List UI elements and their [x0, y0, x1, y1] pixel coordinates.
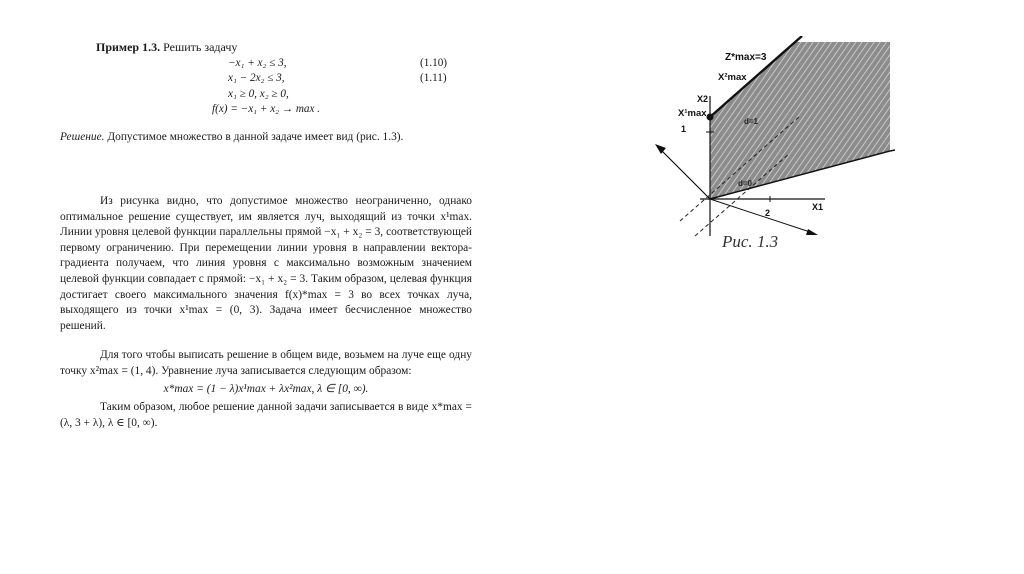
paragraph-1: Из рисунка видно, что допустимое множество неограниченно, однако оптимальное решение существует, им является луч, выходящий из точки x¹max. Линии уровня целевой функции параллельны прямой −x₁ + x₂ = 3, соответствующей первому ограничению. При перемещении линии уровня в направлении вектора-градиента получаем, что линия уровня с максимально возможным значением целевой функции совпадает с прямой: −x₁ + x₂ = 3. Таким образом, целевая функция достигает своего максимального значения f(x)*max = 3 во всех точках луча, выходящего из точки x¹max = (0, 3). Задача имеет бесчисленное множество решений.: [60, 195, 472, 332]
paragraph-2: Для того чтобы выписать решение в общем виде, возьмем на луче еще одну точку x²max = (1, 4). Уравнение луча записывается следующим образом:: [60, 349, 472, 377]
figure-caption: Рис. 1.3: [722, 232, 779, 251]
point-x1max: [707, 114, 714, 121]
objective-function: f(x) = −x₁ + x₂ → max .: [212, 103, 321, 115]
constraint-nonneg: x₁ ≥ 0, x₂ ≥ 0,: [228, 88, 289, 100]
constraint-1: −x₁ + x₂ ≤ 3,: [228, 57, 287, 69]
x1-direction: [710, 199, 810, 232]
constraint-1-number: (1.10): [420, 57, 448, 69]
paragraph-3: Таким образом, любое решение данной задачи записывается в виде x*max = (λ, 3 + λ), λ ∈ [0, ∞).: [60, 401, 472, 429]
constraint-2-number: (1.11): [420, 72, 447, 84]
label-level-1: d=1: [744, 117, 759, 126]
example-heading: [96, 40, 237, 55]
label-x1-axis: X1: [812, 202, 824, 212]
label-x2max: X²max: [718, 72, 747, 83]
figure-1-3: [640, 36, 910, 261]
ray-formula: x*max = (1 − λ)x¹max + λx²max, λ ∈ [0, ∞).: [163, 383, 369, 395]
gradient-arrowhead: [655, 144, 666, 154]
label-tick-1: 1: [681, 124, 687, 134]
label-level-0: d=0: [738, 179, 753, 188]
feasible-region-plot: [640, 36, 910, 261]
solution-label: Решение.: [60, 131, 105, 143]
constraint-2: x₁ − 2x₂ ≤ 3,: [228, 72, 285, 84]
solution-paragraph: [60, 130, 472, 146]
solution-text: Допустимое множество в данной задаче имеет вид (рис. 1.3).: [104, 131, 404, 143]
gradient-vector: [660, 149, 710, 199]
example-task: Решить задачу: [160, 40, 238, 54]
label-x1max: X¹max: [678, 108, 707, 119]
label-tick-2: 2: [765, 208, 771, 218]
label-x2-axis: X2: [697, 94, 709, 104]
example-label: Пример 1.3.: [96, 40, 161, 54]
label-zmax: Z*max=3: [725, 52, 767, 63]
